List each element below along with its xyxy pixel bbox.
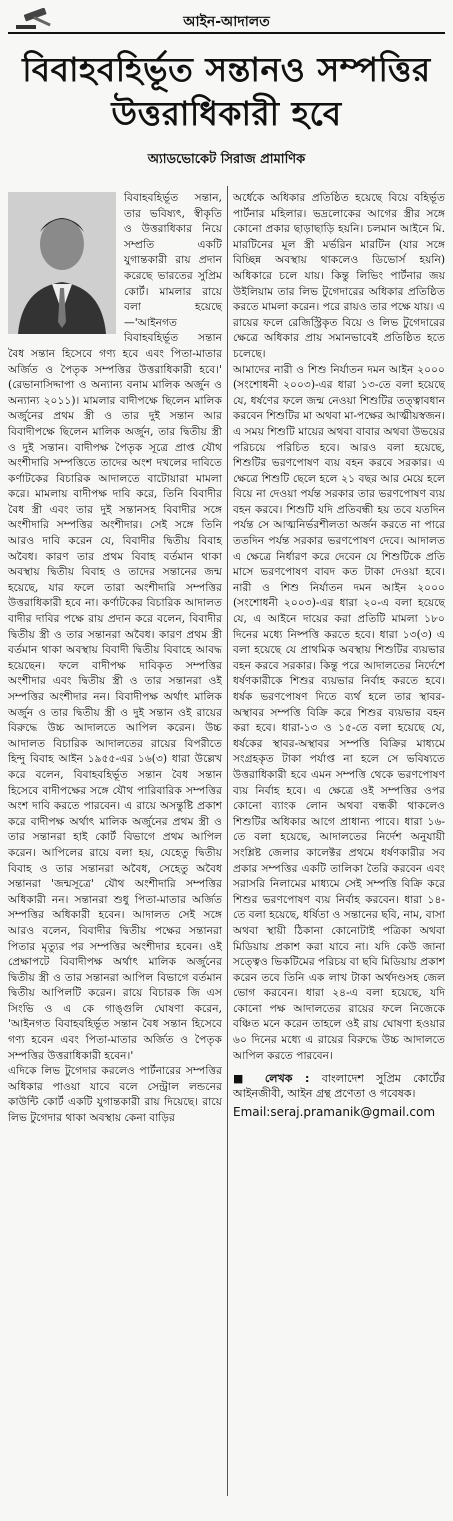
headline-line-1: বিবাহবহির্ভূত সন্তানও সম্পত্তির — [22, 50, 431, 89]
author-note — [233, 1071, 445, 1101]
headline — [8, 48, 445, 136]
author-text: বাংলাদেশ সুপ্রিম কোর্টের আইনজীবী, আইন গ্রন্থ প্রণেতা ও গবেষক। — [233, 1072, 445, 1101]
section-header — [8, 6, 445, 34]
column-divider — [227, 186, 228, 1496]
section-label: আইন-আদালত — [183, 14, 270, 30]
author-email: Email:seraj.pramanik@gmail.com — [233, 1105, 436, 1120]
column-1-paragraph-2: এদিকে লিভ টুগেদার করলেও পার্টনারের সম্পত্তির অধিকার পাওয়া যাবে বলে সেন্ট্রাল লন্ডনের কাউন্টি কোর্ট একটি যুগান্তকারী রায় দিয়েছে। রায়ে লিভ টুগেদার থাকা অবস্থায় কেনা বাড়ির — [8, 1064, 222, 1125]
author-label: ■ লেখক : — [233, 1072, 310, 1086]
column-1-paragraph-1: বিবাহবহির্ভূত সন্তান, তার ভবিষ্যৎ, স্বীকৃতি ও উত্তরাধিকার নিয়ে সম্প্রতি একটি যুগান্তকারী রায় প্রদান করেছে ভারতের সুপ্রিম কোর্ট। মামলার রায়ে বলা হয়েছে—'আইনগত বিবাহবহির্ভূত সন্তান বৈধ সন্তান হিসেবে গণ্য হবে এবং পিতা-মাতার অর্জিত ও পৈতৃক সম্পত্তির উত্তরাধিকারী হবে।' (রেভানাসিদ্দাপা ও অন্যান্য বনাম মালিক অর্জুন ও অন্যান্য ২০১১)। মামলার বাদীপক্ষে ছিলেন মালিক অর্জুনের প্রথম স্ত্রী ও তার দুই সন্তান আর বিবাদীপক্ষে ছিলেন মালিক অর্জুন, তার দ্বিতীয় স্ত্রী ও দুই সন্তান। বাদীপক্ষ পৈতৃক সূত্রে প্রাপ্ত যৌথ অংশীদারি সম্পত্তিতে তাদের অংশ দখলের দাবিতে কর্ণাটকের বিচারিক আদালতে বাটোয়ারা মামলা করে। মামলায় বাদীপক্ষ দাবি করে, তিনি বিবাদীর বৈধ স্ত্রী এবং তার দুই সন্তানসহ বিবাদীর সঙ্গে অংশীদারি সম্পত্তির অংশীদার। সেই সঙ্গে তিনি আরও দাবি করেন যে, বিবাদীর দ্বিতীয় বিবাহ অবৈধ। কারণ তার প্রথম বিবাহ বর্তমান থাকা অবস্থায় দ্বিতীয় বিবাহ ও তাদের সন্তানের জন্ম হয়েছে, যার ফলে তারা অংশীদারি সম্পত্তির উত্তরাধিকারী হবে না। কর্ণাটকের বিচারিক আদালত বাদীর দাবির পক্ষে রায় প্রদান করে বলেন, বিবাদীর দ্বিতীয় স্ত্রী ও তার সন্তানরা অবৈধ। কারণ প্রথম স্ত্রী বর্তমান থাকা অবস্থায় বিবাদী দ্বিতীয় বিবাহে আবদ্ধ হয়েছেন। ফলে বাদীপক্ষ দাবিকৃত সম্পত্তির অংশীদার এবং দ্বিতীয় স্ত্রী ও তার সন্তানরা ওই সম্পত্তির অংশীদার নন। বিবাদীপক্ষ অর্থাৎ মালিক অর্জুন ও তার দ্বিতীয় স্ত্রী ও দুই সন্তান ওই রায়ের বিরুদ্ধে উচ্চ আদালতে আপিল করেন। উচ্চ আদালত বিচারিক আদালতের রায়ের বিপরীতে হিন্দু বিবাহ আইন ১৯৫৫-এর ১৬(৩) ধারা উল্লেখ করে বলেন, বিবাহবহির্ভূত সন্তান বৈধ সন্তান হিসেবে বাদীপক্ষের সঙ্গে যৌথ পারিবারিক সম্পত্তির অংশ দাবি করতে পারবেন। এ রায়ে অসন্তুষ্টি প্রকাশ করে বাদীপক্ষ অর্থাৎ মালিক অর্জুনের প্রথম স্ত্রী ও তার সন্তানরা হাই কোর্ট বিভাগে প্রথম আপিল করেন। আপিলের রায়ে বলা হয়, যেহেতু দ্বিতীয় বিবাহ ও তার সন্তানরা অবৈধ, সেহেতু অবৈধ সন্তানরা 'জন্মসূত্রে' যৌথ অংশীদারি সম্পত্তির অধিকারী নন। সন্তানরা শুধু পিতা-মাতার অর্জিত সম্পত্তির অধিকারী হবেন। আদালত সেই সঙ্গে আরও বলেন, বিবাদীর দ্বিতীয় পক্ষের সন্তানরা পিতার মৃত্যুর পর সম্পত্তির অংশীদার হবেন। ওই প্রেক্ষাপটে বিবাদীপক্ষ অর্থাৎ মালিক অর্জুনের দ্বিতীয় স্ত্রী ও তার সন্তানরা আপিল বিভাগে বর্তমান দ্বিতীয় আপিলটি করেন। রায়ে বিচারক জি এস সিংভি ও এ কে গাঙ্গুলি ঘোষণা করেন, 'আইনগত বিবাহবহির্ভূত সন্তান বৈধ সন্তান হিসেবে গণ্য হবেন এবং পিতা-মাতার অর্জিত ও পৈতৃক সম্পত্তির উত্তরাধিকারী হবেন।' — [8, 191, 222, 1062]
headline-line-2: উত্তরাধিকারী হবে — [111, 94, 342, 133]
author-photo — [8, 192, 116, 334]
column-2-paragraph-2: আমাদের নারী ও শিশু নির্যাতন দমন আইন ২০০০ (সংশোধনী ২০০৩)-এর ধারা ১৩-তে বলা হয়েছে যে, ধর্ষণের ফলে জন্ম নেওয়া শিশুটির তত্ত্বাবধান করবেন শিশুটির মা অথবা মা-পক্ষের আত্মীয়স্বজন। এ সময় শিশুটি মায়ের অথবা বাবার অথবা উভয়ের পরিচয়ে পরিচিত হবে। আরও বলা হয়েছে, শিশুটির ভরণপোষণ ব্যয় বহন করবে সরকার। এ ক্ষেত্রে শিশুটি ছেলে হলে ২১ বছর আর মেয়ে হলে বিয়ে না দেওয়া পর্যন্ত সরকার তার ভরণপোষণ ব্যয় বহন করবে। শিশুটি যদি প্রতিবন্ধী হয় তবে যতদিন পর্যন্ত সে আত্মনির্ভরশীলতা অর্জন করতে না পারে ততদিন পর্যন্ত সরকার ভরণপোষণ দেবে। আদালত এ ক্ষেত্রে নির্ধারণ করে দেবেন যে শিশুটিকে প্রতি মাসে ভরণপোষণ বাবদ কত টাকা দেওয়া হবে। নারী ও শিশু নির্যাতন দমন আইন ২০০০ (সংশোধনী ২০০৩)-এর ধারা ২০-এ বলা হয়েছে যে, এ আইনে দায়ের করা প্রতিটি মামলা ১৮০ দিনের মধ্যে নিষ্পত্তি করতে হবে। ধারা ১৩(৩) এ বলা হয়েছে যে প্রাথমিক অবস্থায় শিশুটির ব্যয়ভার বহন করবে সরকার। কিন্তু পরে আদালতের নির্দেশে ধর্ষণকারীকে শিশুর ব্যয়ভার নির্বাহ করতে হবে। ধর্ষক ভরণপোষণ দিতে ব্যর্থ হলে তার স্থাবর-অস্থাবর সম্পত্তি বিক্রি করে শিশুর ব্যয়ভার বহন করা হবে। ধারা-১৩ ও ১৫-তে বলা হয়েছে যে, ধর্ষকের স্থাবর-অস্থাবর সম্পত্তি বিক্রির মাধ্যমে সংগ্রহকৃত টাকা পর্যাপ্ত না হলে সে ভবিষ্যতে উত্তরাধিকারী হবে এমন সম্পত্তি থেকে ভরণপোষণ ব্যয় নির্বাহ হবে। এ ক্ষেত্রে ওই সম্পত্তির ওপর কোনো ব্যাংক লোন অথবা বন্ধকী থাকলেও শিশুটির অধিকার আগে প্রাধান্য পাবে। ধারা ১৬-তে বলা হয়েছে, আদালতের নির্দেশ অনুযায়ী সংশ্লিষ্ট জেলার কালেক্টর প্রথমে ধর্ষণকারীর সব প্রকার সম্পত্তির একটি তালিকা তৈরি করবেন এবং সরাসরি নিলামের মাধ্যমে সেই সম্পত্তি বিক্রি করে শিশুর ভরণপোষণ ব্যয় নির্বাহ করবেন। ধারা ১৪-তে বলা হয়েছে, ধর্ষিতা ও সন্তানের ছবি, নাম, বাসা অথবা স্থায়ী ঠিকানা কোনোটাই পত্রিকা অথবা মিডিয়ায় প্রকাশ করা যাবে না। যদি কেউ জানা সত্ত্বেও ভিকটিমের পরিচয় বা ছবি মিডিয়ায় প্রকাশ করেন তবে তিনি এক লাখ টাকা অর্থদণ্ডসহ জেল ভোগ করবেন। ধারা ২৪-এ বলা হয়েছে, যদি কোনো পক্ষ আদালতের রায়ের ফলে নিজেকে বঞ্চিত মনে করেন তাহলে ওই রায় ঘোষণা হওয়ার ৬০ দিনের মধ্যে এ রায়ের বিরুদ্ধে উচ্চ আদালতে আপিল করতে পারবেন। — [233, 362, 445, 1062]
byline: অ্যাডভোকেট সিরাজ প্রামাণিক — [147, 152, 306, 167]
article-column-1 — [8, 190, 222, 1126]
article-column-2 — [233, 190, 445, 1121]
column-2-paragraph-1: অর্ধেকে অধিকার প্রতিষ্ঠিত হয়েছে বিয়ে বহির্ভূত পার্টনার মহিলার। ভদ্রলোকের আগের স্ত্রীর সঙ্গে কোনো প্রকার ছাড়াছাড়ি হয়নি। চলমান আইনে মি. মারটিনের মূল স্ত্রী মর্ভরিন মারটিন (যার সঙ্গে বিচ্ছিন্ন অবস্থায় থাকলেও ডিভোর্স হয়নি) অধিকারে চলে যায়। কিন্তু লিভিং পার্টনার জয় উইলিয়াম তার লিভ টুগেদারের অধিকার প্রতিষ্ঠিত করতে মামলা করেন। পরে রায়ও তার পক্ষে যায়। এ রায়ের ফলে রেজিস্ট্রিকৃত বিয়ে ও লিভ টুগেদারের ক্ষেত্রে অধিকার প্রায় সমানভাবেই প্রতিষ্ঠিত হতে চলেছে। — [233, 191, 446, 360]
